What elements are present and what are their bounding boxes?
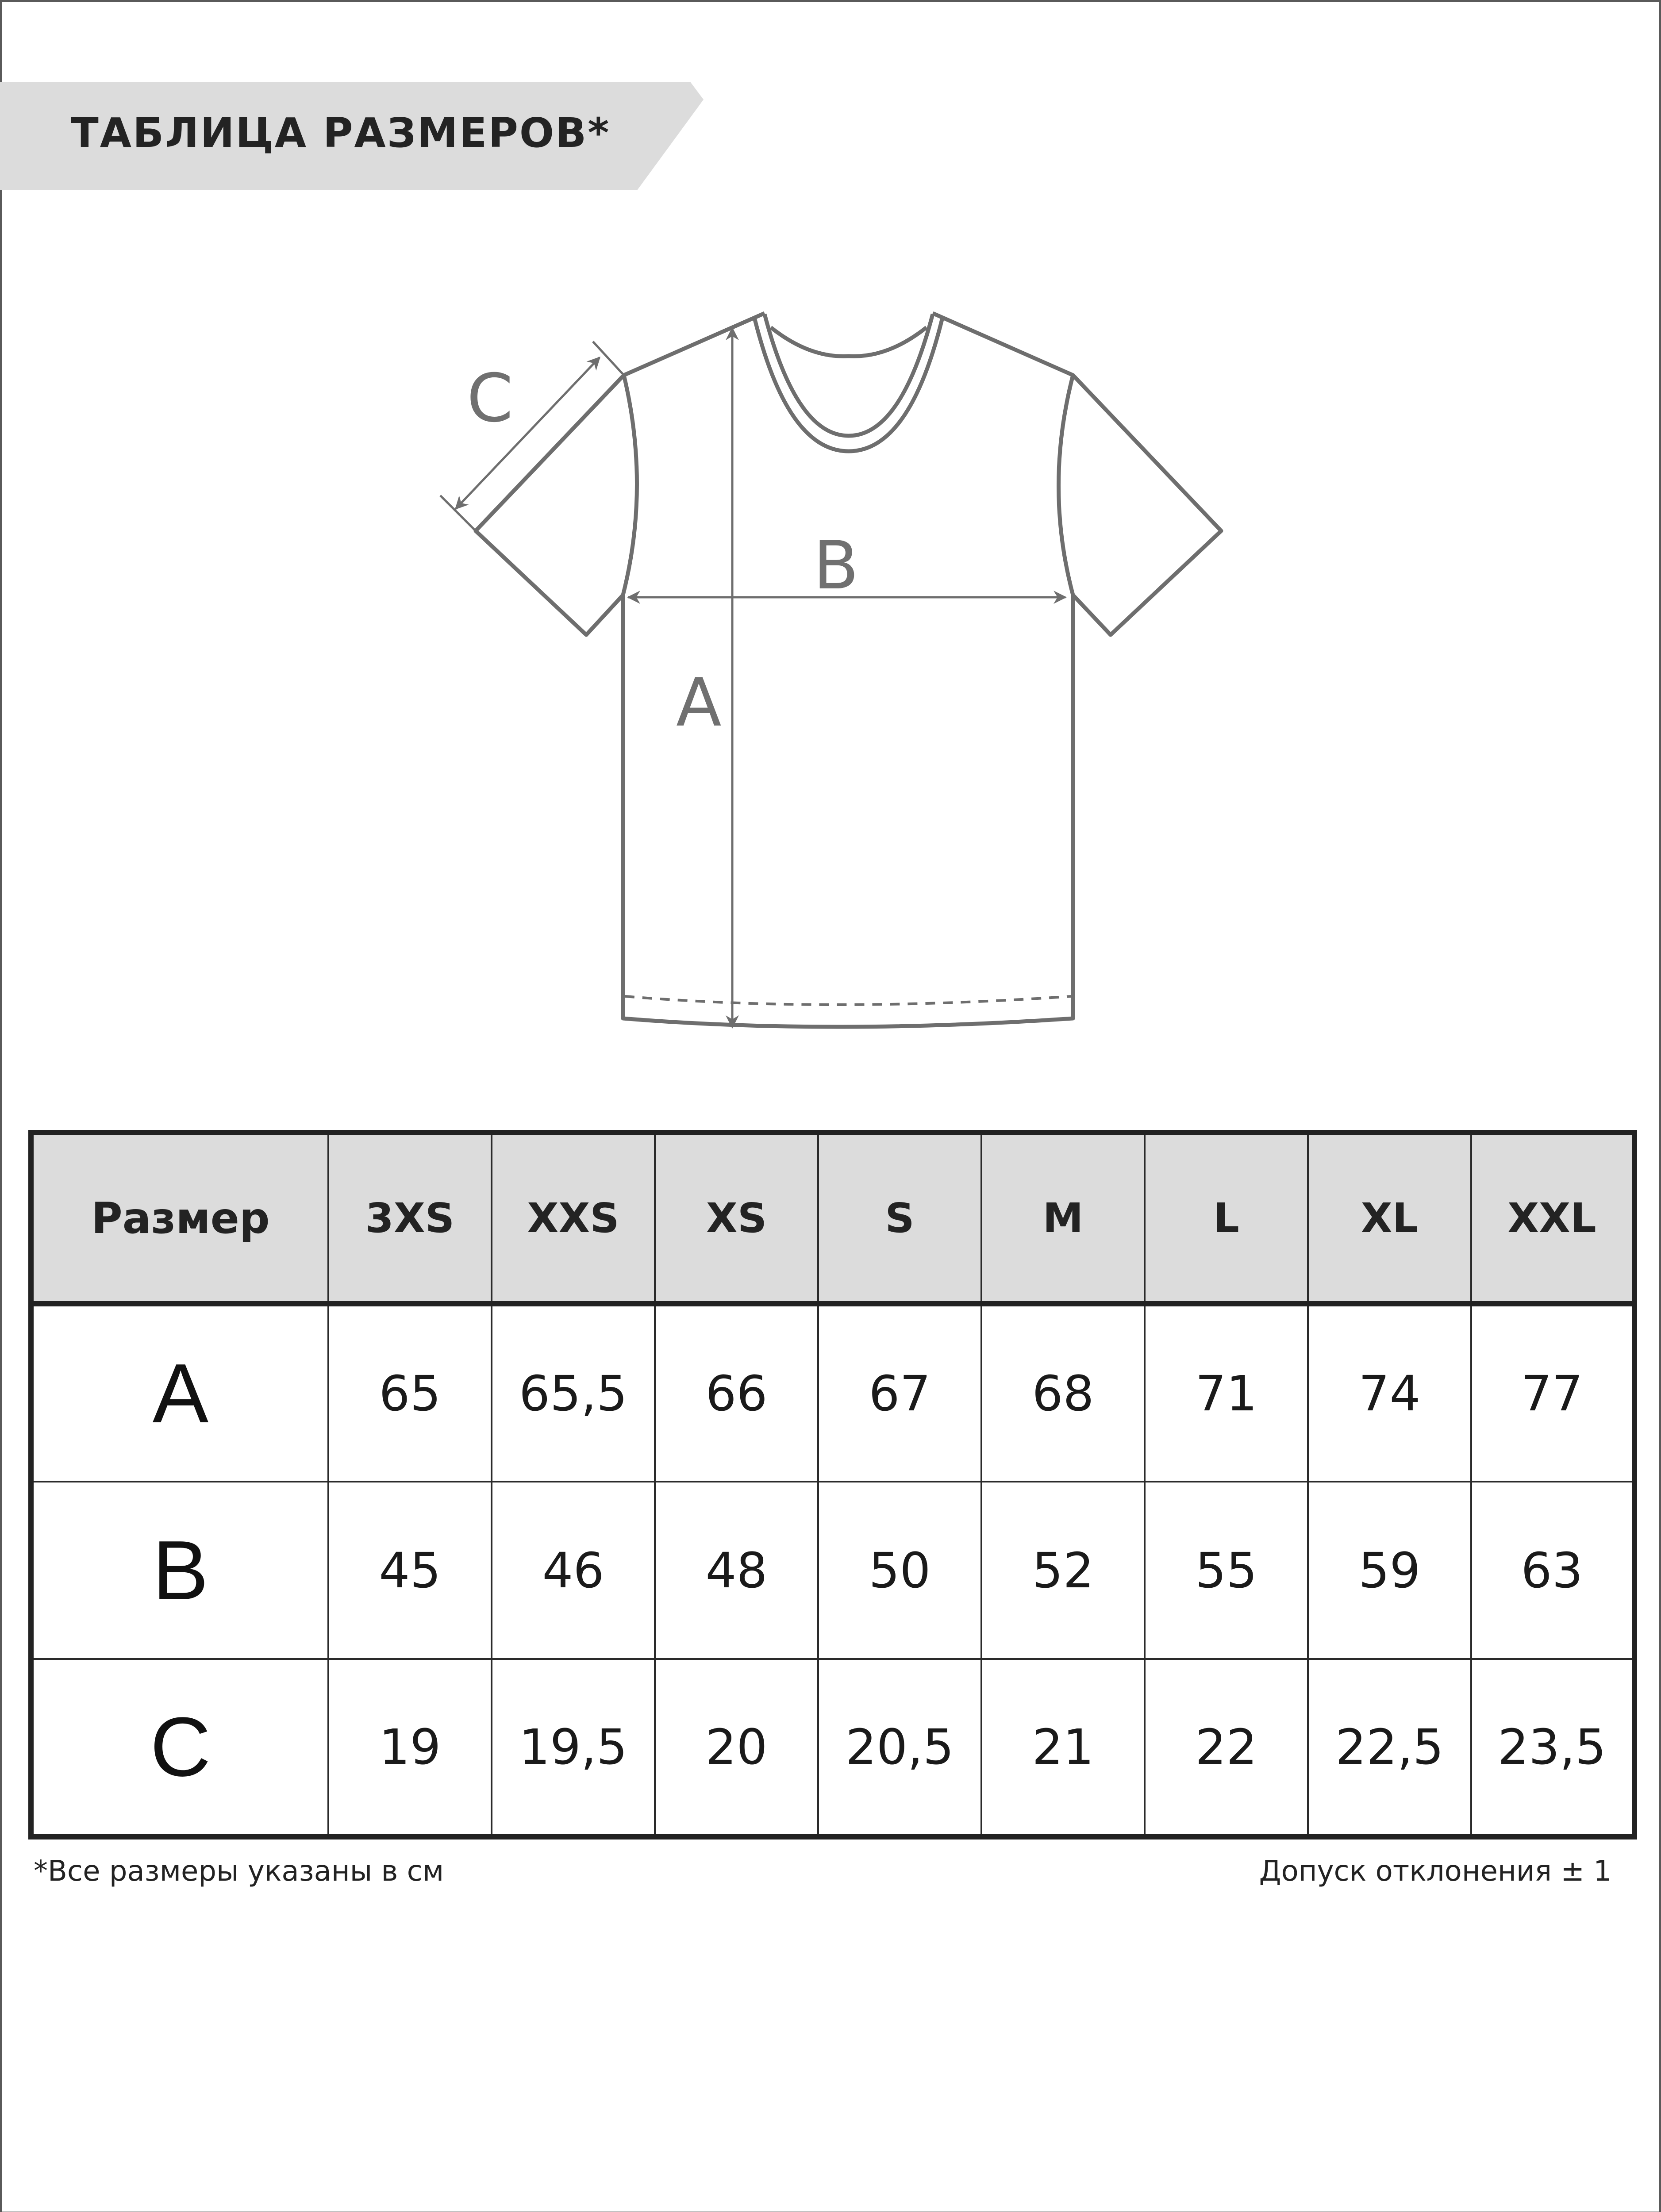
header-size-xs: XS [655, 1133, 818, 1304]
table-cell: 19,5 [492, 1659, 655, 1837]
row-label-c: C [31, 1659, 328, 1837]
row-label-a: A [31, 1304, 328, 1482]
header-size-l: L [1145, 1133, 1308, 1304]
table-cell: 52 [981, 1482, 1145, 1659]
size-table [28, 1130, 1637, 1839]
table-cell: 55 [1145, 1482, 1308, 1659]
footnote-units: *Все размеры указаны в см [34, 1855, 444, 1888]
table-cell: 59 [1308, 1482, 1471, 1659]
collar-inner [771, 327, 927, 356]
table-row-c [31, 1659, 1634, 1837]
table-cell: 71 [1145, 1304, 1308, 1482]
footnote-tolerance: Допуск отклонения ± 1 [1259, 1855, 1611, 1888]
table-row-b [31, 1482, 1634, 1659]
table-cell: 65,5 [492, 1304, 655, 1482]
table-cell: 21 [981, 1659, 1145, 1837]
table-cell: 23,5 [1471, 1659, 1634, 1837]
measure-c-extension-bottom [440, 495, 476, 531]
table-cell: 22,5 [1308, 1659, 1471, 1837]
table-cell: 68 [981, 1304, 1145, 1482]
table-cell: 22 [1145, 1659, 1308, 1837]
tshirt-diagram [0, 0, 1661, 1062]
header-size-xl: XL [1308, 1133, 1471, 1304]
header-size-m: M [981, 1133, 1145, 1304]
table-cell: 50 [818, 1482, 981, 1659]
measure-a-label: A [676, 664, 722, 741]
header-size-xxs: XXS [492, 1133, 655, 1304]
table-cell: 65 [328, 1304, 492, 1482]
table-cell: 77 [1471, 1304, 1634, 1482]
table-cell: 67 [818, 1304, 981, 1482]
table-cell: 66 [655, 1304, 818, 1482]
table-cell: 46 [492, 1482, 655, 1659]
hem-stitch-line [625, 996, 1072, 1005]
table-cell: 20 [655, 1659, 818, 1837]
right-armhole-seam [1059, 375, 1073, 595]
row-label-b: B [31, 1482, 328, 1659]
header-size-xxl: XXL [1471, 1133, 1634, 1304]
left-armhole-seam [623, 375, 637, 595]
table-cell: 20,5 [818, 1659, 981, 1837]
table-cell: 45 [328, 1482, 492, 1659]
table-cell: 63 [1471, 1482, 1634, 1659]
header-size-3xs: 3XS [328, 1133, 492, 1304]
measure-b-label: B [813, 527, 859, 604]
table-header-row [31, 1133, 1634, 1304]
table-cell: 48 [655, 1482, 818, 1659]
table-row-a [31, 1304, 1634, 1482]
page-title: ТАБЛИЦА РАЗМЕРОВ* [71, 109, 611, 157]
collar-middle [765, 314, 933, 436]
measure-c-label: C [467, 360, 513, 437]
table-cell: 19 [328, 1659, 492, 1837]
table-cell: 74 [1308, 1304, 1471, 1482]
header-size-label: Размер [31, 1133, 328, 1304]
tshirt-outline [476, 313, 1221, 1027]
header-size-s: S [818, 1133, 981, 1304]
